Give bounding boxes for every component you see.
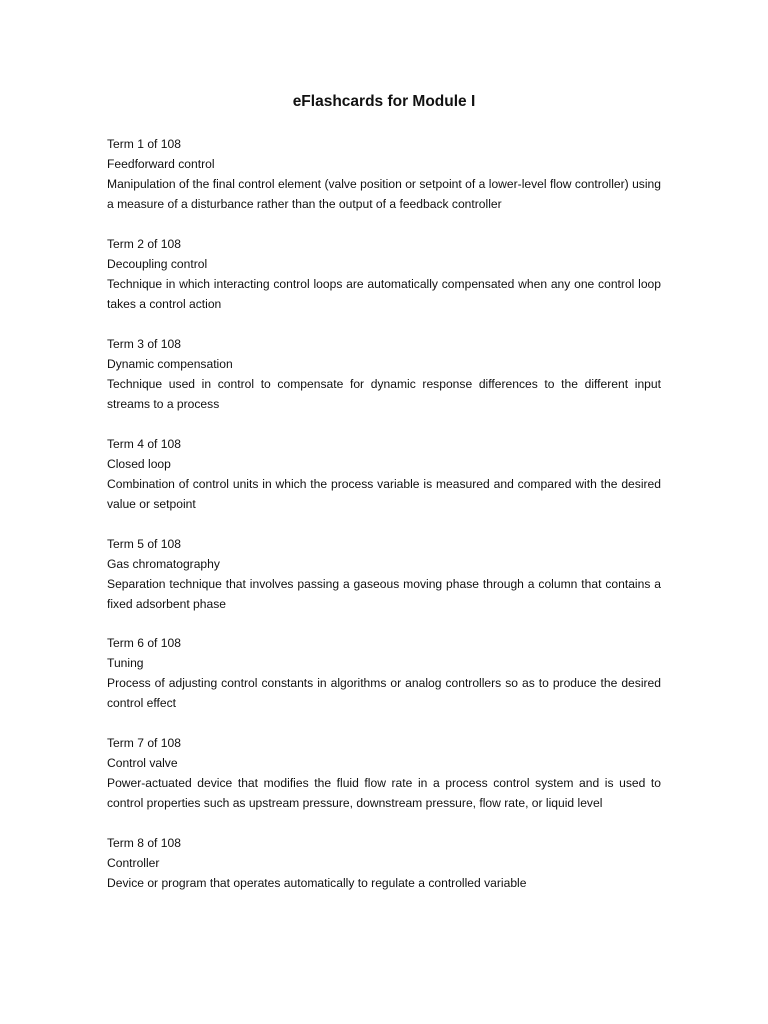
term-definition: Manipulation of the final control element (valve position or setpoint of a lower-level flow controller) using a measure of a disturbance rather than the output of a feedback controller [107, 177, 661, 211]
term-definition: Technique used in control to compensate for dynamic response differences to the different input streams to a process [107, 376, 661, 411]
term-name: Tuning [107, 656, 144, 671]
term-number: Term 4 of 108 [107, 436, 181, 451]
term-number: Term 8 of 108 [107, 836, 181, 851]
term-definition: Separation technique that involves passing a gaseous moving phase through a column that contains a fixed adsorbent phase [107, 576, 661, 611]
term-name: Gas chromatography [107, 556, 220, 571]
term-entry [107, 234, 661, 314]
term-name: Dynamic compensation [107, 356, 233, 371]
term-entry [107, 334, 661, 414]
term-name: Control valve [107, 756, 178, 771]
term-entry [107, 134, 661, 214]
term-definition: Power-actuated device that modifies the fluid flow rate in a process control system and is used to control properties such as upstream pressure, downstream pressure, flow rate, or liquid level [107, 776, 661, 811]
term-entry [107, 534, 661, 614]
term-entry [107, 434, 661, 514]
term-name: Feedforward control [107, 157, 215, 171]
term-definition: Combination of control units in which the process variable is measured and compared with the desired value or setpoint [107, 476, 661, 511]
term-entry [107, 833, 661, 893]
term-name: Decoupling control [107, 256, 208, 271]
term-number: Term 3 of 108 [107, 336, 181, 351]
term-name: Controller [107, 856, 160, 871]
term-entry [107, 733, 661, 813]
term-number: Term 7 of 108 [107, 736, 181, 751]
term-definition: Process of adjusting control constants in algorithms or analog controllers so as to produce the desired control effect [107, 676, 661, 711]
document-title: eFlashcards for Module I [292, 93, 476, 110]
term-number: Term 1 of 108 [107, 137, 181, 151]
term-definition: Device or program that operates automatically to regulate a controlled variable [107, 876, 527, 891]
term-entry [107, 633, 661, 713]
term-name: Closed loop [107, 456, 171, 471]
term-list [107, 134, 661, 913]
term-definition: Technique in which interacting control loops are automatically compensated when any one control loop takes a control action [107, 276, 661, 311]
term-number: Term 5 of 108 [107, 536, 181, 551]
term-number: Term 6 of 108 [107, 636, 181, 651]
term-number: Term 2 of 108 [107, 236, 181, 251]
